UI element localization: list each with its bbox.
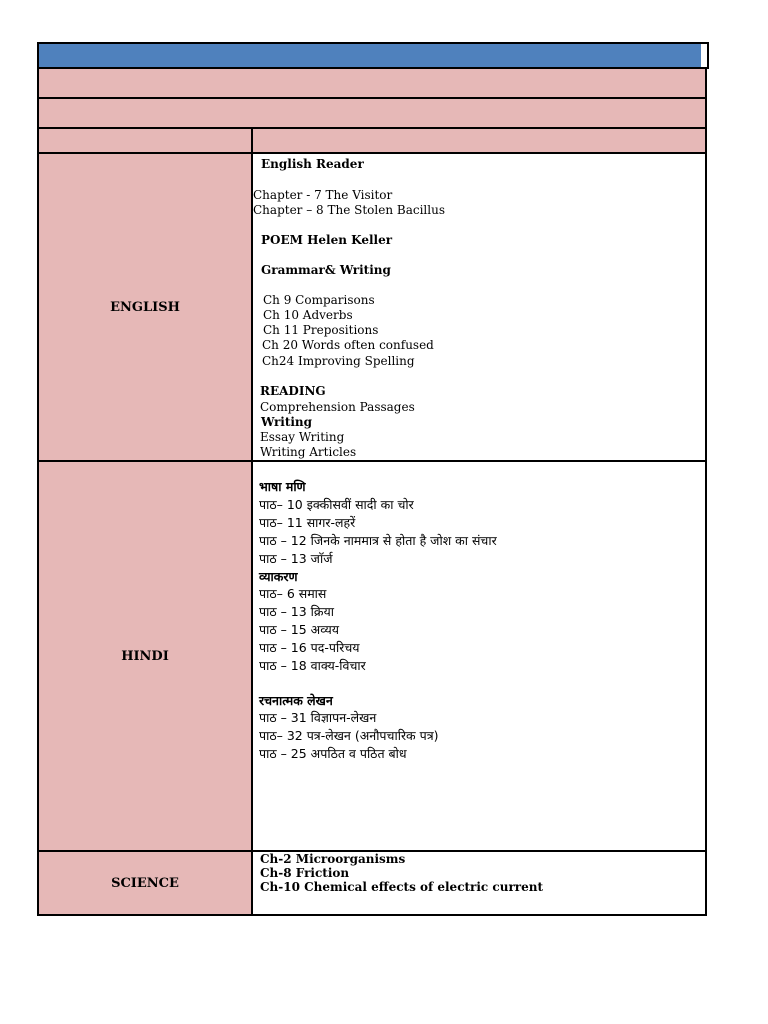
header-band-2	[37, 97, 707, 129]
hindi-topic-line: पाठ – 15 अव्यय	[259, 622, 340, 637]
english-topic-line: Ch 9 Comparisons	[263, 293, 375, 307]
hindi-topic-line: पाठ – 18 वाक्य-विचार	[259, 658, 366, 673]
hindi-topic-line: पाठ – 16 पद-परिचय	[259, 640, 360, 655]
subject-english	[37, 152, 253, 462]
hindi-topic-line: पाठ – 13 जाॅर्ज	[259, 551, 333, 566]
hindi-topic-line: पाठ– 10 इक्कीसवीं सादी का चोर	[259, 497, 414, 512]
english-topics	[251, 152, 707, 462]
english-topic-line: Chapter - 7 The Visitor	[253, 188, 393, 202]
english-topic-line: Chapter – 8 The Stolen Bacillus	[253, 203, 445, 217]
science-topics	[251, 850, 707, 916]
subject-label: ENGLISH	[110, 299, 180, 315]
english-topic-line: Writing	[261, 415, 313, 429]
header-band-blue-edge	[701, 42, 709, 69]
hindi-topic-line: भाषा मणि	[259, 479, 306, 494]
hindi-topics	[251, 460, 707, 852]
english-topic-line: READING	[260, 384, 326, 398]
column-header-topics	[251, 127, 707, 154]
hindi-topic-line: पाठ – 31 विज्ञापन-लेखन	[259, 710, 377, 725]
english-topic-line: Grammar& Writing	[261, 263, 391, 277]
english-topic-line: Comprehension Passages	[260, 400, 415, 414]
hindi-topic-line: रचनात्मक लेखन	[259, 693, 333, 708]
science-topic-line: Ch-8 Friction	[260, 866, 350, 880]
header-band-1	[37, 67, 707, 99]
hindi-row	[37, 460, 707, 852]
hindi-topic-line: पाठ – 12 जिनके नाममात्र से होता है जोश का संचार	[259, 533, 497, 548]
english-row	[37, 152, 707, 462]
hindi-topic-line: पाठ – 25 अपठित व पठित बोध	[259, 746, 407, 761]
subject-label: HINDI	[121, 648, 169, 664]
subject-science	[37, 850, 253, 916]
hindi-topic-line: पाठ– 11 सागर-लहरें	[259, 515, 356, 530]
english-topic-line: POEM Helen Keller	[261, 233, 393, 247]
english-topic-line: Ch24 Improving Spelling	[262, 354, 415, 368]
english-topic-line: Ch 11 Prepositions	[263, 323, 379, 337]
hindi-topic-line: पाठ – 13 क्रिया	[259, 604, 335, 619]
header-band-blue	[37, 42, 703, 69]
science-row	[37, 850, 707, 916]
english-topic-line: Essay Writing	[260, 430, 345, 444]
hindi-topic-line: पाठ– 32 पत्र-लेखन (अनौपचारिक पत्र)	[259, 728, 439, 743]
english-topic-line: English Reader	[261, 157, 364, 171]
science-topic-line: Ch-10 Chemical effects of electric current	[260, 880, 543, 894]
science-topic-line: Ch-2 Microorganisms	[260, 852, 406, 866]
subject-hindi	[37, 460, 253, 852]
subject-label: SCIENCE	[111, 875, 179, 891]
hindi-topic-line: व्याकरण	[259, 569, 298, 584]
english-topic-line: Ch 10 Adverbs	[263, 308, 353, 322]
english-topic-line: Writing Articles	[260, 445, 357, 459]
hindi-topic-line: पाठ– 6 समास	[259, 586, 327, 601]
english-topic-line: Ch 20 Words often confused	[262, 338, 434, 352]
column-header-subject	[37, 127, 253, 154]
